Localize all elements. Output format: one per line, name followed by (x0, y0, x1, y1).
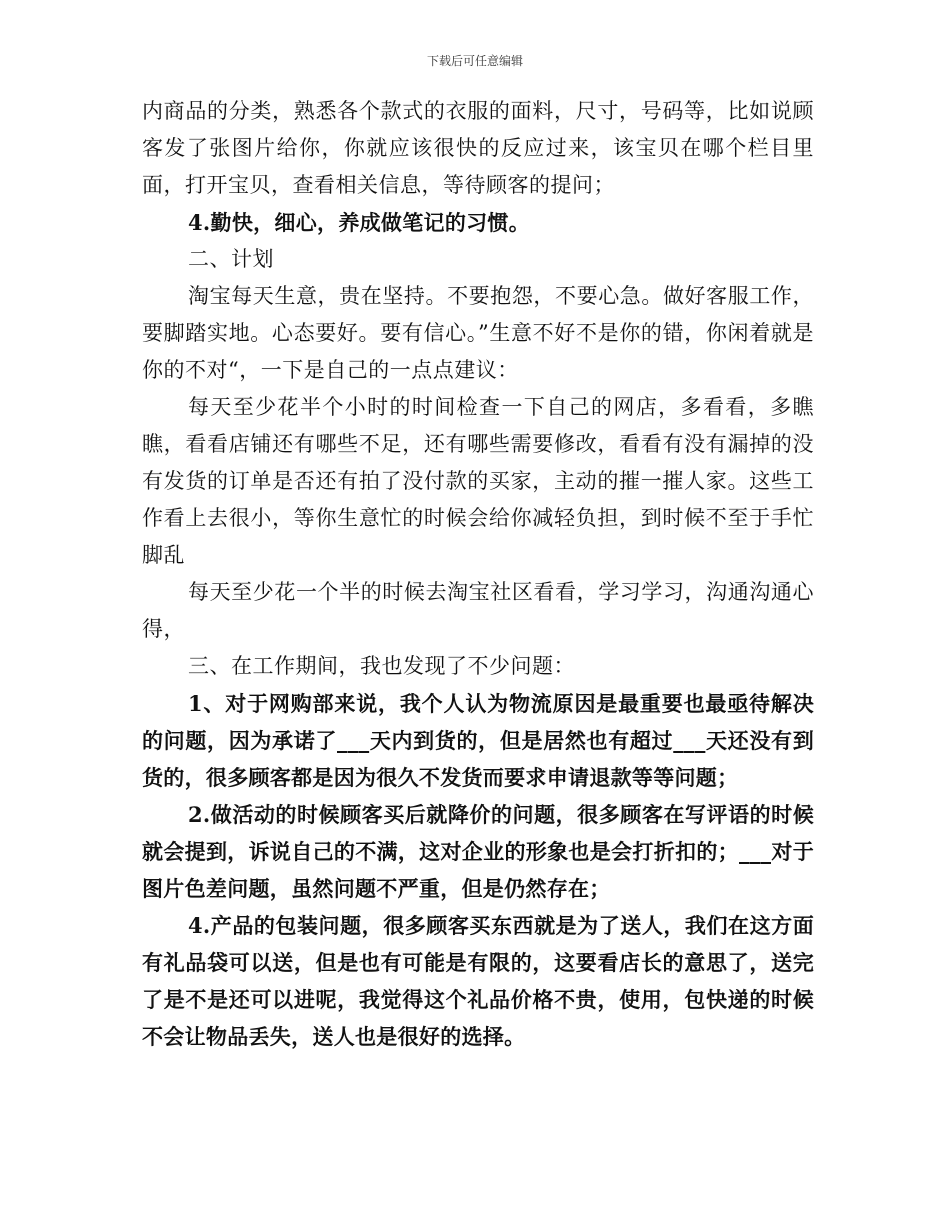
paragraph-community: 每天至少花一个半的时候去淘宝社区看看，学习学习，沟通沟通心得， (142, 580, 814, 641)
page-header: 下载后可任意编辑 (426, 54, 523, 68)
section-heading-problems: 三、在工作期间，我也发现了不少问题： (188, 654, 575, 678)
document-body (142, 93, 814, 1055)
paragraph-product-knowledge: 内商品的分类，熟悉各个款式的衣服的面料，尺寸，号码等，比如说顾客发了张图片给你，你就应该很快的反应过来，该宝贝在哪个栏目里面，打开宝贝，查看相关信息，等待顾客的提问； (142, 99, 814, 197)
paragraph-problem-logistics: 1、对于网购部来说，我个人认为物流原因是最重要也最亟待解决的问题，因为承诺了___天内到货的，但是居然也有超过___天还没有到货的，很多顾客都是因为很久不发货而要求申请退款等等问题； (142, 691, 814, 790)
paragraph-daily-check: 每天至少花半个小时的时间检查一下自己的网店，多看看，多瞧瞧，看看店铺还有哪些不足，还有哪些需要修改，看看有没有漏掉的没有发货的订单是否还有拍了没付款的买家，主动的摧一摧人家。这些工作看上去很小，等你生意忙的时候会给你减轻负担，到时候不至于手忙脚乱 (142, 395, 814, 567)
paragraph-persistence: 淘宝每天生意，贵在坚持。不要抱怨，不要心急。做好客服工作，要脚踏实地。心态要好。要有信心。”生意不好不是你的错，你闲着就是你的不对“，一下是自己的一点点建议： (142, 284, 814, 382)
paragraph-point-4-diligence: 4.勤快，细心，养成做笔记的习惯。 (188, 210, 531, 235)
paragraph-problem-price-drop: 2.做活动的时候顾客买后就降价的问题，很多顾客在写评语的时候就会提到，诉说自己的不满，这对企业的形象也是会打折扣的；___对于图片色差问题，虽然问题不严重，但是仍然存在； (142, 802, 814, 901)
paragraph-problem-packaging: 4.产品的包装问题，很多顾客买东西就是为了送人，我们在这方面有礼品袋可以送，但是也有可能是有限的，这要看店长的意思了，送完了是不是还可以进呢，我觉得这个礼品价格不贵，使用，包快递的时候不会让物品丢失，送人也是很好的选择。 (142, 913, 814, 1049)
section-heading-plan: 二、计划 (188, 247, 274, 271)
